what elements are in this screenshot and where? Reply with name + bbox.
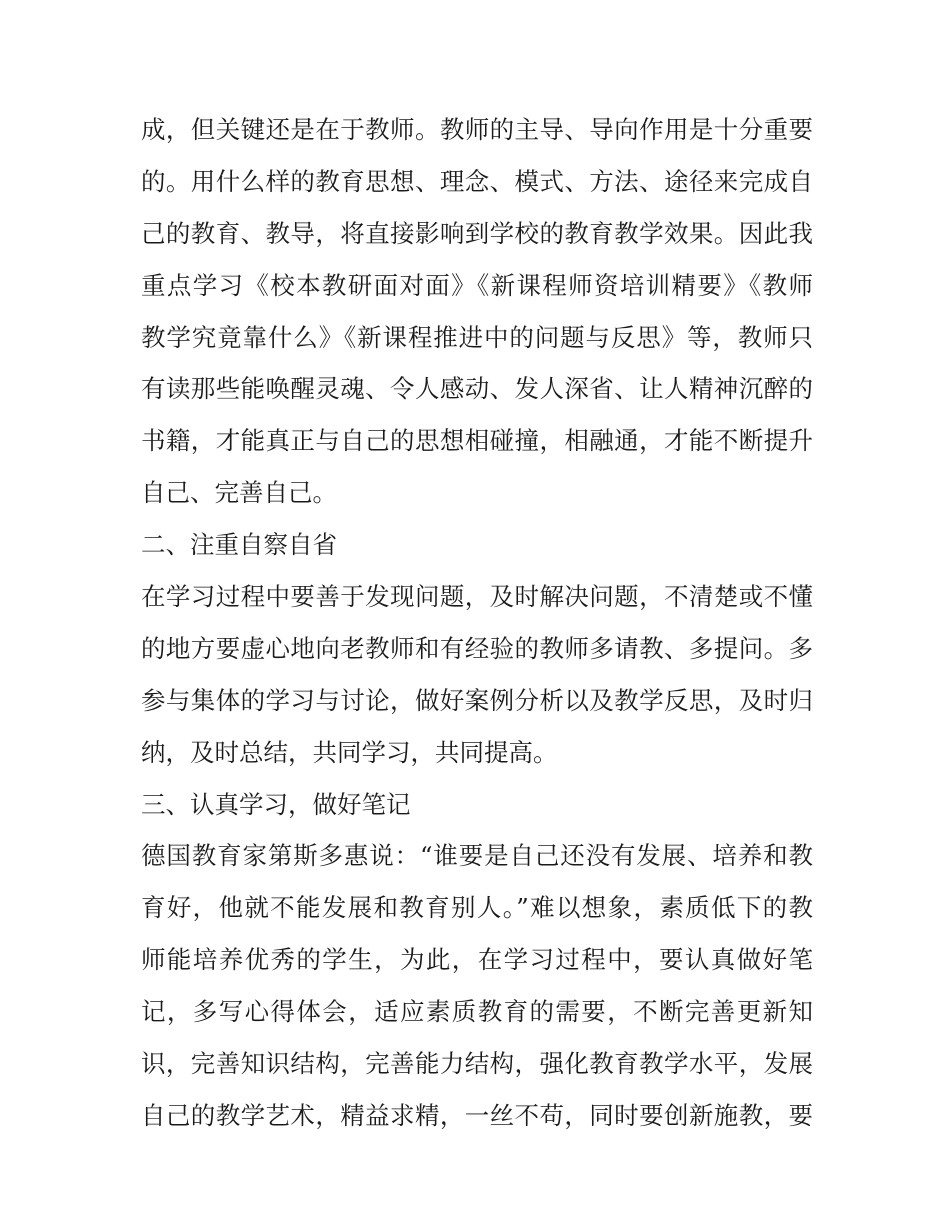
text-line: 师能培养优秀的学生，为此，在学习过程中，要认真做好笔 bbox=[141, 945, 813, 975]
text-line: 自己的教学艺术，精益求精，一丝不苟，同时要创新施教，要 bbox=[141, 1100, 813, 1130]
text-line: 的地方要虚心地向老教师和有经验的教师多请教、多提问。多 bbox=[141, 633, 813, 663]
text-line: 德国教育家第斯多惠说：“谁要是自己还没有发展、培养和教 bbox=[141, 841, 813, 871]
text-line: 成，但关键还是在于教师。教师的主导、导向作用是十分重要 bbox=[141, 115, 813, 144]
text-line: 参与集体的学习与讨论，做好案例分析以及教学反思，及时归 bbox=[141, 685, 813, 715]
text-line: 重点学习《校本教研面对面》《新课程师资培训精要》《教师 bbox=[141, 270, 813, 300]
text-line: 育好，他就不能发展和教育别人。”难以想象，素质低下的教 bbox=[141, 893, 813, 923]
text-line: 自己、完善自己。 bbox=[141, 478, 337, 508]
text-line: 有读那些能唤醒灵魂、令人感动、发人深省、让人精神沉醉的 bbox=[141, 374, 813, 404]
text-line: 的。用什么样的教育思想、理念、模式、方法、途径来完成自 bbox=[141, 166, 813, 196]
text-line: 己的教育、教导，将直接影响到学校的教育教学效果。因此我 bbox=[141, 218, 813, 248]
text-line: 书籍，才能真正与自己的思想相碰撞，相融通，才能不断提升 bbox=[141, 426, 813, 456]
text-line: 纳，及时总结，共同学习，共同提高。 bbox=[141, 737, 558, 767]
text-line: 教学究竟靠什么》《新课程推进中的问题与反思》等，教师只 bbox=[141, 322, 813, 352]
section-heading: 二、注重自察自省 bbox=[141, 530, 337, 560]
body-text bbox=[141, 104, 813, 1142]
text-line: 在学习过程中要善于发现问题，及时解决问题，不清楚或不懂 bbox=[141, 582, 813, 612]
text-line: 记，多写心得体会，适应素质教育的需要，不断完善更新知 bbox=[141, 997, 813, 1027]
section-heading: 三、认真学习，做好笔记 bbox=[141, 789, 411, 819]
text-line: 识，完善知识结构，完善能力结构，强化教育教学水平，发展 bbox=[141, 1049, 813, 1079]
